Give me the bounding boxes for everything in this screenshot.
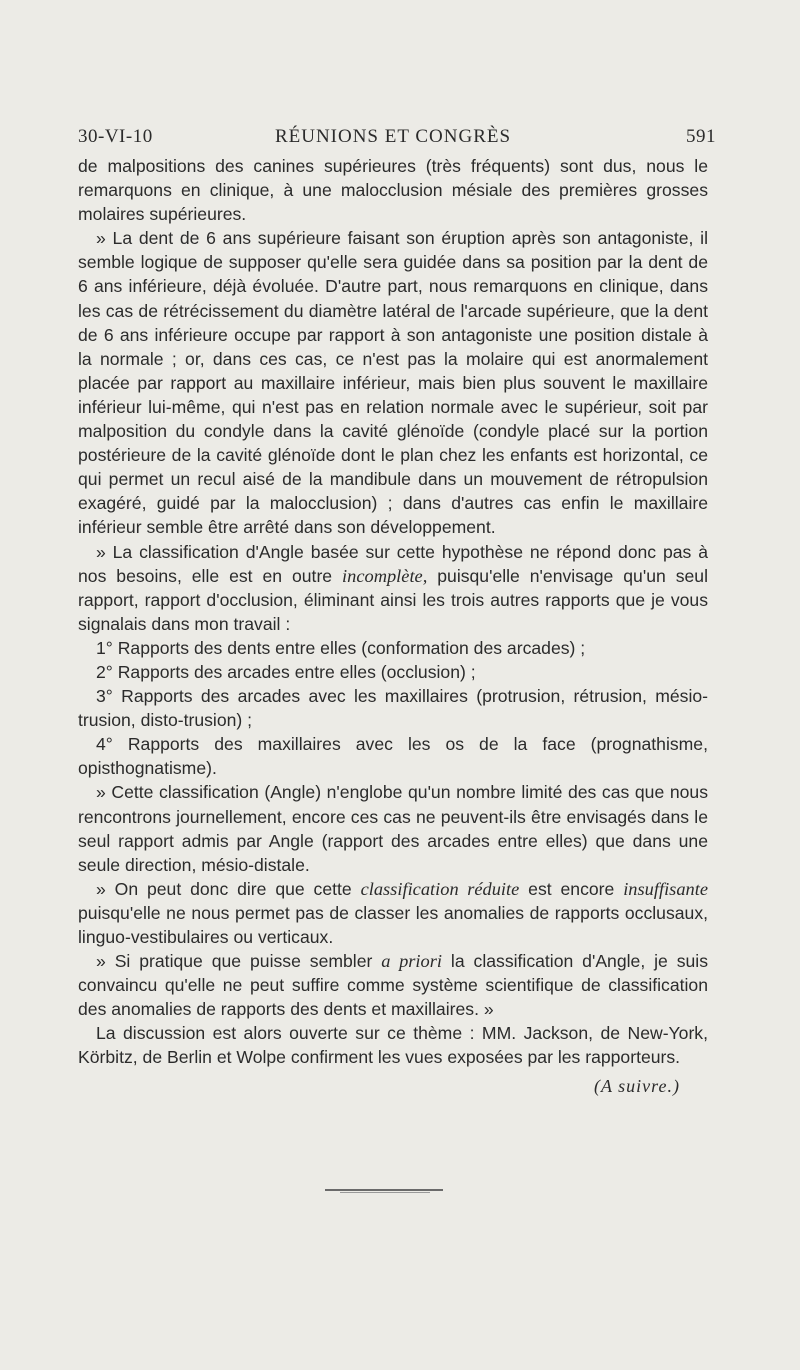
paragraph (78, 684, 708, 732)
text-run: puisqu'elle ne nous permet pas de classer les anomalies de rapports occlusaux, linguo-vestibulaires ou verticaux. (78, 902, 708, 947)
paragraph (78, 732, 708, 780)
text-run: est encore (519, 878, 624, 899)
text-run: » Si pratique que puisse sembler (96, 951, 382, 972)
text-run: 2° Rapports des arcades entre elles (occlusion) ; (96, 661, 476, 682)
text-run: 3° Rapports des arcades avec les maxillaires (protrusion, rétrusion, mésio-trusion, disto-trusion) ; (78, 686, 708, 731)
text-run: La discussion est alors ouverte sur ce thème : MM. Jackson, de New-York, Körbitz, de Berlin et Wolpe confirment les vues exposées par les rapporteurs. (78, 1023, 708, 1068)
text-run: » On peut donc dire que cette (96, 878, 361, 899)
paragraph (78, 154, 708, 226)
text-run: 4° Rapports des maxillaires avec les os de la face (prognathisme, opisthognatisme). (78, 734, 708, 779)
paragraph (78, 780, 708, 876)
text-run: de malpositions des canines supérieures (très fréquents) sont dus, nous le remarquons en clinique, à une malocclusion mésiale des premières grosses molaires supérieures. (78, 156, 708, 225)
text-run: la classification d'Angle, je suis convaincu qu'elle ne peut suffire comme système scientifique de classification des anomalies de rapports des dents et maxillaires. » (78, 951, 709, 1020)
text-run: » La classification d'Angle basée sur cette hypothèse ne répond donc pas à nos besoins, elle est en outre (78, 541, 708, 586)
text-run: puisqu'elle n'envisage qu'un seul rapport, rapport d'occlusion, éliminant ainsi les trois autres rapports que je vous signalais dans mon travail : (78, 565, 708, 634)
end-rule (325, 1189, 443, 1191)
body-text (78, 154, 708, 1070)
italic-text: incomplète, (342, 565, 428, 586)
paragraph (78, 877, 708, 949)
header-date: 30-VI-10 (78, 126, 153, 147)
paragraph (78, 636, 708, 660)
sign-off: (A suivre.) (594, 1075, 680, 1096)
page (78, 110, 716, 1097)
text-run: » Cette classification (Angle) n'englobe qu'un nombre limité des cas que nous rencontrons journellement, encore ces cas ne peuvent-ils être envisagés dans le seul rapport admis par Angle (rapport des arcades entre elles) que dans une seule direction, mésio-distale. (78, 782, 708, 875)
text-run: 1° Rapports des dents entre elles (conformation des arcades) ; (96, 637, 586, 658)
paragraph (78, 660, 708, 684)
italic-text: insuffisante (623, 878, 708, 899)
paragraph (78, 949, 708, 1021)
italic-text: classification réduite (360, 878, 520, 899)
end-rule-thin (340, 1192, 430, 1193)
paragraph (78, 540, 708, 636)
page-number: 591 (686, 126, 716, 147)
paragraph (78, 226, 708, 539)
italic-text: a priori (381, 951, 443, 972)
running-head (78, 110, 716, 147)
header-title: RÉUNIONS ET CONGRÈS (274, 126, 512, 147)
paragraph (78, 1021, 708, 1069)
text-run: » La dent de 6 ans supérieure faisant son éruption après son antagoniste, il semble logique de supposer qu'elle sera guidée dans sa position par la dent de 6 ans inférieure, déjà évoluée. D'autre part, nous remarquons en clinique, dans les cas de rétrécissement du diamètre latéral de l'arcade supérieure, que la dent de 6 ans inférieure occupe par rapport à son antagoniste une position distale à la normale ; or, dans ces cas, ce n'est pas la molaire qui est anormalement placée par rapport au maxillaire inférieur, mais bien plus souvent le maxillaire inférieur lui-même, qui n'est pas en relation normale avec le supérieur, soit par malposition du condyle dans la cavité glénoïde (condyle placé sur la portion postérieure de la cavité glénoïde dont le plan chez les enfants est horizontal, ce qui permet un recul aisé de la mandibule dans un mouvement de rétropulsion exagéré, guidé par la malocclusion) ; dans d'autres cas enfin le maxillaire inférieur semble être arrêté dans son développement. (78, 228, 708, 538)
